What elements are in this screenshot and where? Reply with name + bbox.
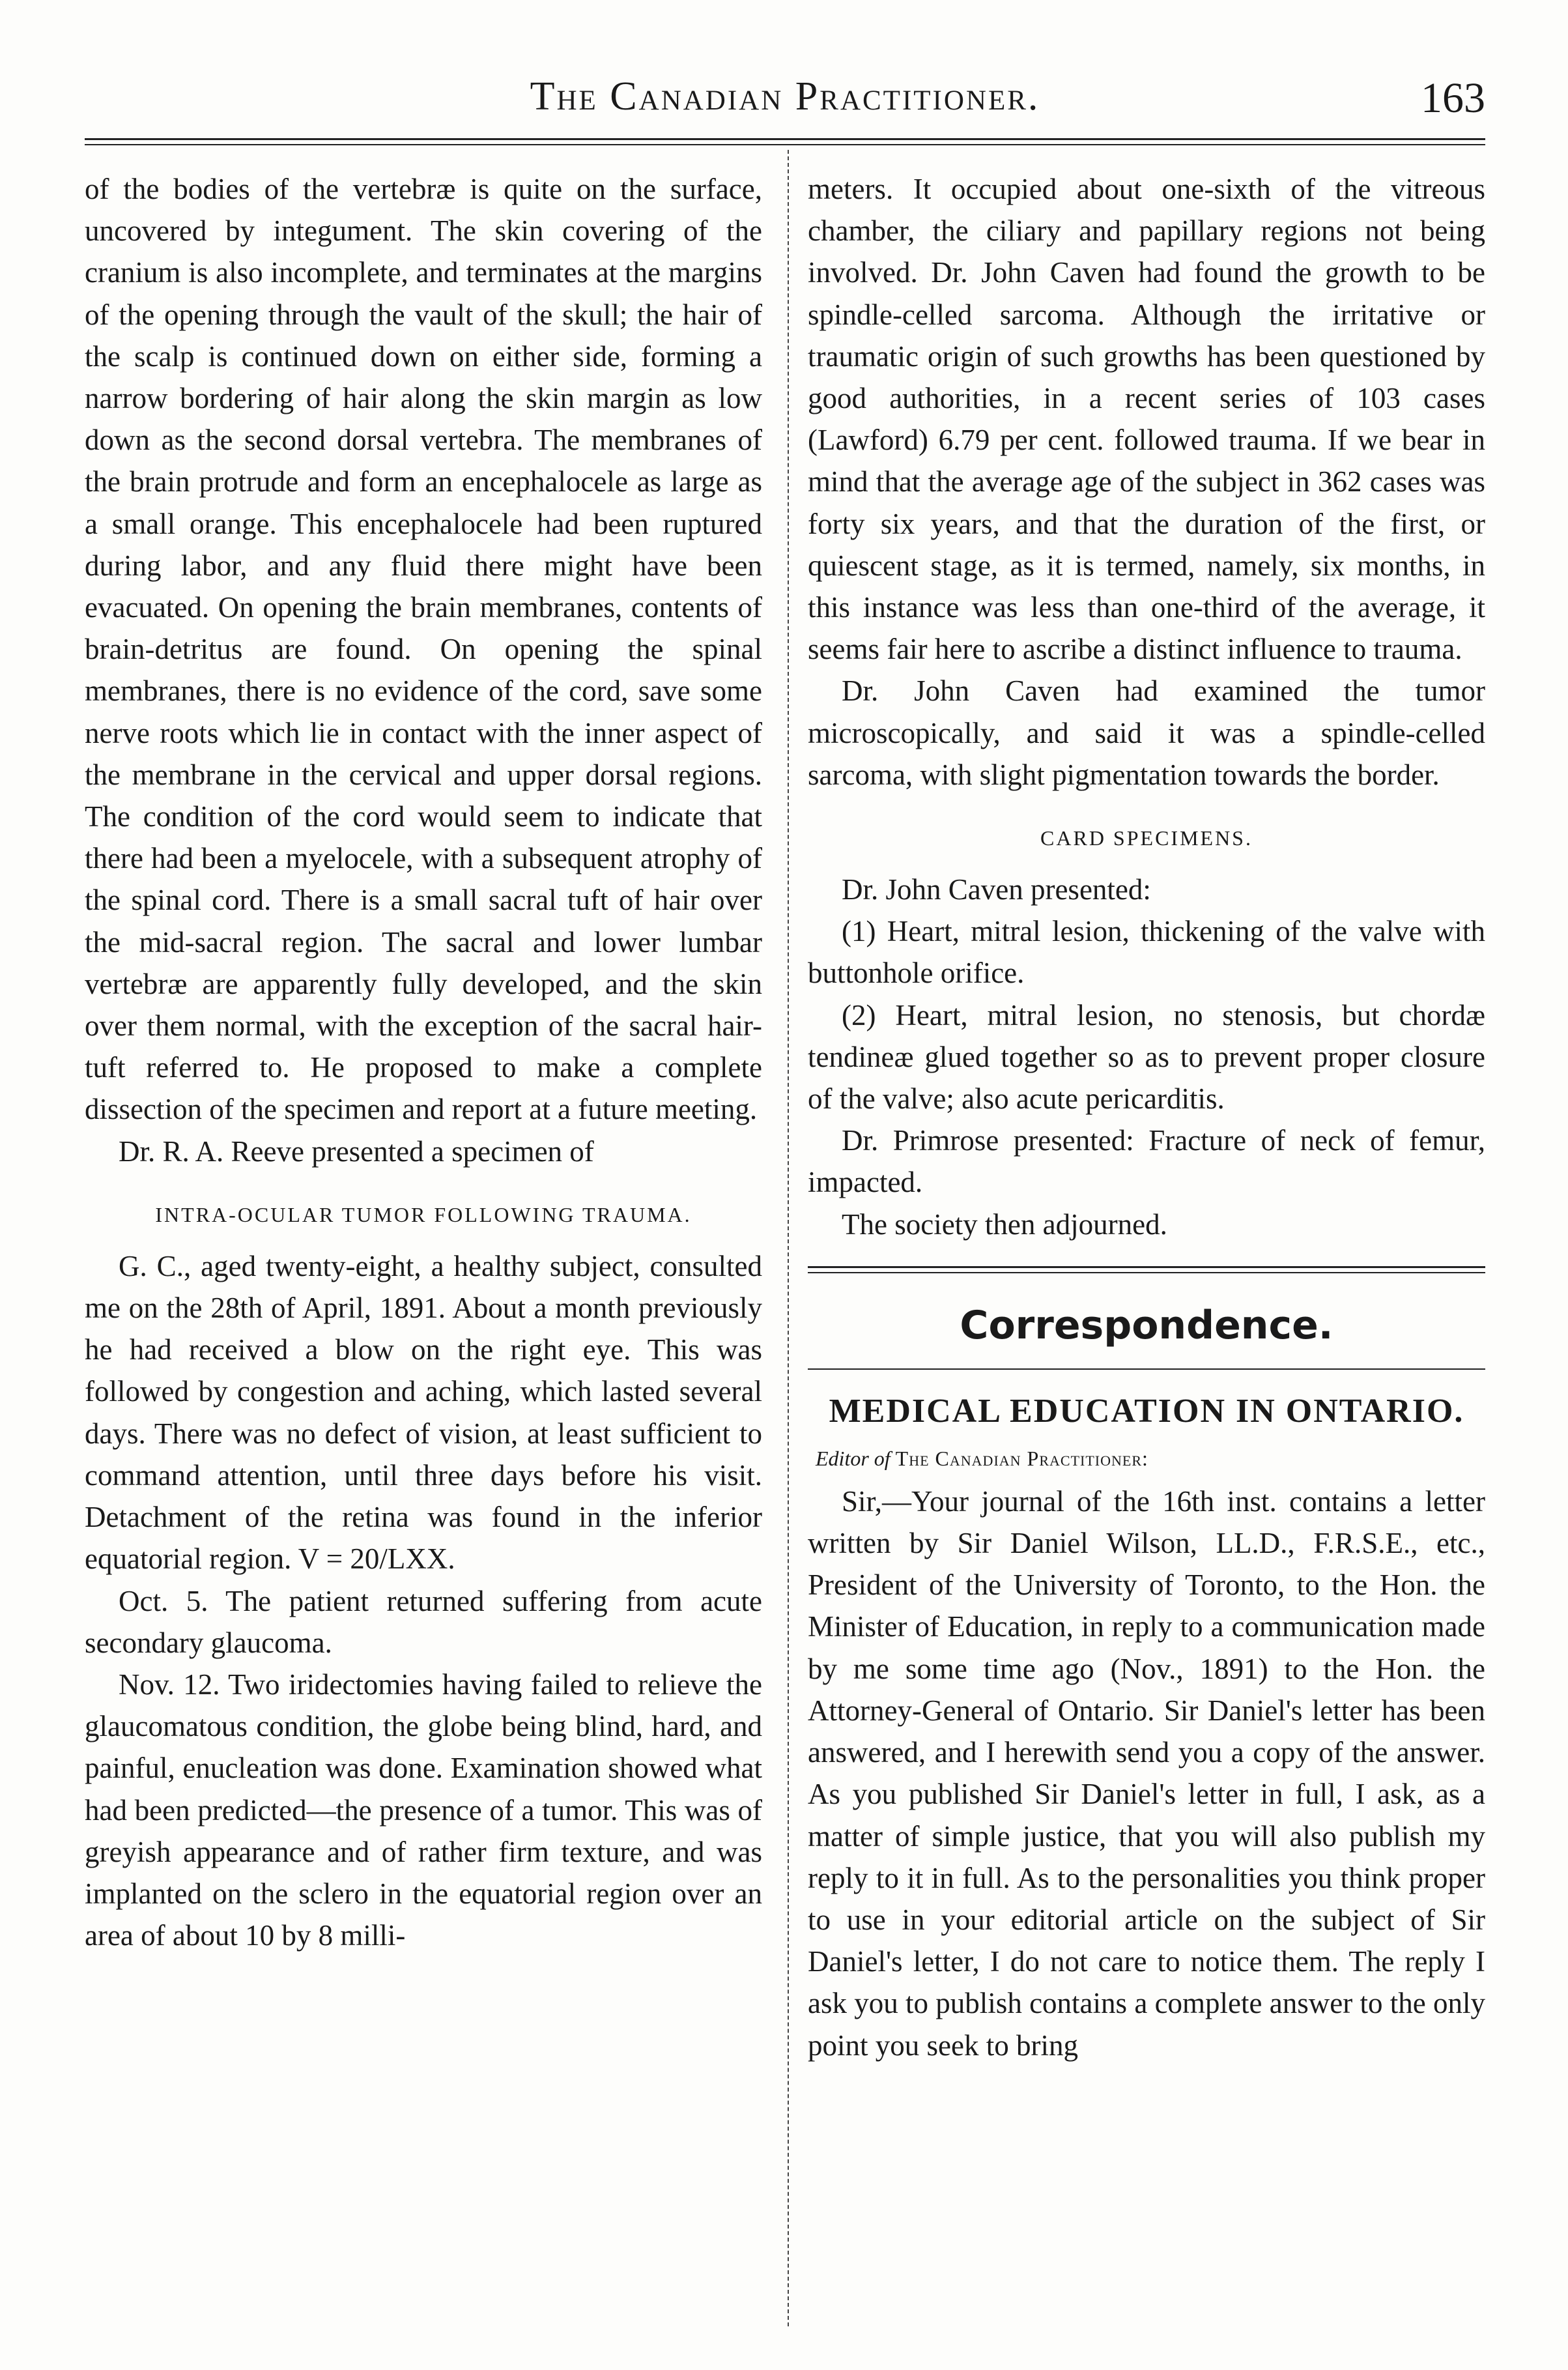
article-title: MEDICAL EDUCATION IN ONTARIO. (829, 1392, 1464, 1430)
running-head-title: The Canadian Practitioner. (530, 74, 1040, 119)
body-paragraph: Dr. R. A. Reeve presented a specimen of (119, 1134, 594, 1168)
section-rule (808, 1266, 1485, 1273)
section-subheading: INTRA-OCULAR TUMOR FOLLOWING TRAUMA. (155, 1202, 692, 1226)
body-paragraph: Dr. John Caven had examined the tumor microscopically, and said it was a spindle-celled sarcoma, with slight pigmentation towards the border. (808, 674, 1485, 791)
body-paragraph: Dr. John Caven presented: (842, 873, 1151, 906)
page-header (85, 49, 1485, 134)
body-paragraph: of the bodies of the vertebræ is quite on the surface, uncovered by integument. The skin covering of the cranium is also incomplete, and terminates at the margins of the opening through the vault of the skull; the hair of the scalp is continued down on either side, forming a narrow bordering of hair along the skin margin as low down as the second dorsal vertebra. The membranes of the brain protrude and form an encephalocele as large as a small orange. This encephalocele had been ruptured during labor, and any fluid there might have been evacuated. On opening the brain membranes, contents of brain-detritus are found. On opening the spinal membranes, there is no evidence of the cord, save some nerve roots which lie in contact with the inner aspect of the membrane in the cervical and upper dorsal regions. The condition of the cord would seem to indicate that there had been a myelocele, with a subsequent atrophy of the spinal cord. There is a small sacral tuft of hair over the mid-sacral region. The sacral and lower lumbar vertebræ are apparently fully developed, and the skin over them normal, with the exception of the sacral hair-tuft referred to. He proposed to make a complete dissection of the specimen and report at a future meeting. (85, 173, 762, 1126)
section-heading: Correspondence. (960, 1302, 1333, 1348)
header-rule (85, 138, 1485, 145)
section-subheading: CARD SPECIMENS. (1040, 826, 1253, 850)
editor-prefix: Editor of (816, 1446, 891, 1470)
page-number: 163 (1421, 74, 1485, 122)
body-paragraph: Sir,—Your journal of the 16th inst. contains a letter written by Sir Daniel Wilson, LL.D., F.R.S.E., etc., President of the University of Toronto, to the Hon. the Minister of Education, in reply to a communication made by me some time ago (Nov., 1891) to the Hon. the Attorney-General of Ontario. Sir Daniel's letter has been answered, and I herewith send you a copy of the answer. As you published Sir Daniel's letter in full, I ask, as a matter of simple justice, that you will also publish my reply to it in full. As to the personalities you think proper to use in your editorial article on the subject of Sir Daniel's letter, I do not care to notice them. The reply I ask you to publish contains a complete answer to the only point you seek to bring (808, 1484, 1485, 2062)
body-paragraph: Oct. 5. The patient returned suffering from acute secondary glaucoma. (85, 1584, 762, 1659)
right-column (808, 168, 1485, 2066)
body-paragraph: G. C., aged twenty-eight, a healthy subject, consulted me on the 28th of April, 1891. About a month previously he had received a blow on the right eye. This was followed by congestion and aching, which lasted several days. There was no defect of vision, at least sufficient to command attention, until three days before his visit. Detachment of the retina was found in the inferior equatorial region. V = 20/LXX. (85, 1249, 762, 1576)
body-paragraph: Nov. 12. Two iridectomies having failed to relieve the glaucomatous condition, the globe being blind, hard, and painful, enucleation was done. Examination showed what had been predicted—the presence of a tumor. This was of greyish appearance and of rather firm texture, and was implanted on the sclero in the equatorial region over an area of about 10 by 8 milli- (85, 1668, 762, 1952)
list-item: (1) Heart, mitral lesion, thickening of the valve with buttonhole orifice. (808, 915, 1485, 990)
editor-journal-name: The Canadian Practitioner: (895, 1446, 1148, 1470)
body-paragraph: Dr. Primrose presented: Fracture of neck of femur, impacted. (808, 1124, 1485, 1199)
body-paragraph: The society then adjourned. (842, 1207, 1167, 1241)
list-item: (2) Heart, mitral lesion, no stenosis, but chordæ tendineæ glued together so as to prevent proper closure of the valve; also acute pericarditis. (808, 998, 1485, 1116)
column-divider (788, 150, 789, 2326)
heading-rule (808, 1368, 1485, 1370)
body-paragraph: meters. It occupied about one-sixth of the vitreous chamber, the ciliary and papillary regions not being involved. Dr. John Caven had found the growth to be spindle-celled sarcoma. Although the irritative or traumatic origin of such growths has been questioned by good authorities, in a recent series of 103 cases (Lawford) 6.79 per cent. followed trauma. If we bear in mind that the average age of the subject in 362 cases was forty six years, and that the duration of the first, or quiescent stage, as it is termed, namely, six months, in this instance was less than one-third of the average, it seems fair here to ascribe a distinct influence to trauma. (808, 173, 1485, 666)
editor-salutation (808, 1440, 1485, 1477)
left-column (85, 168, 762, 1956)
